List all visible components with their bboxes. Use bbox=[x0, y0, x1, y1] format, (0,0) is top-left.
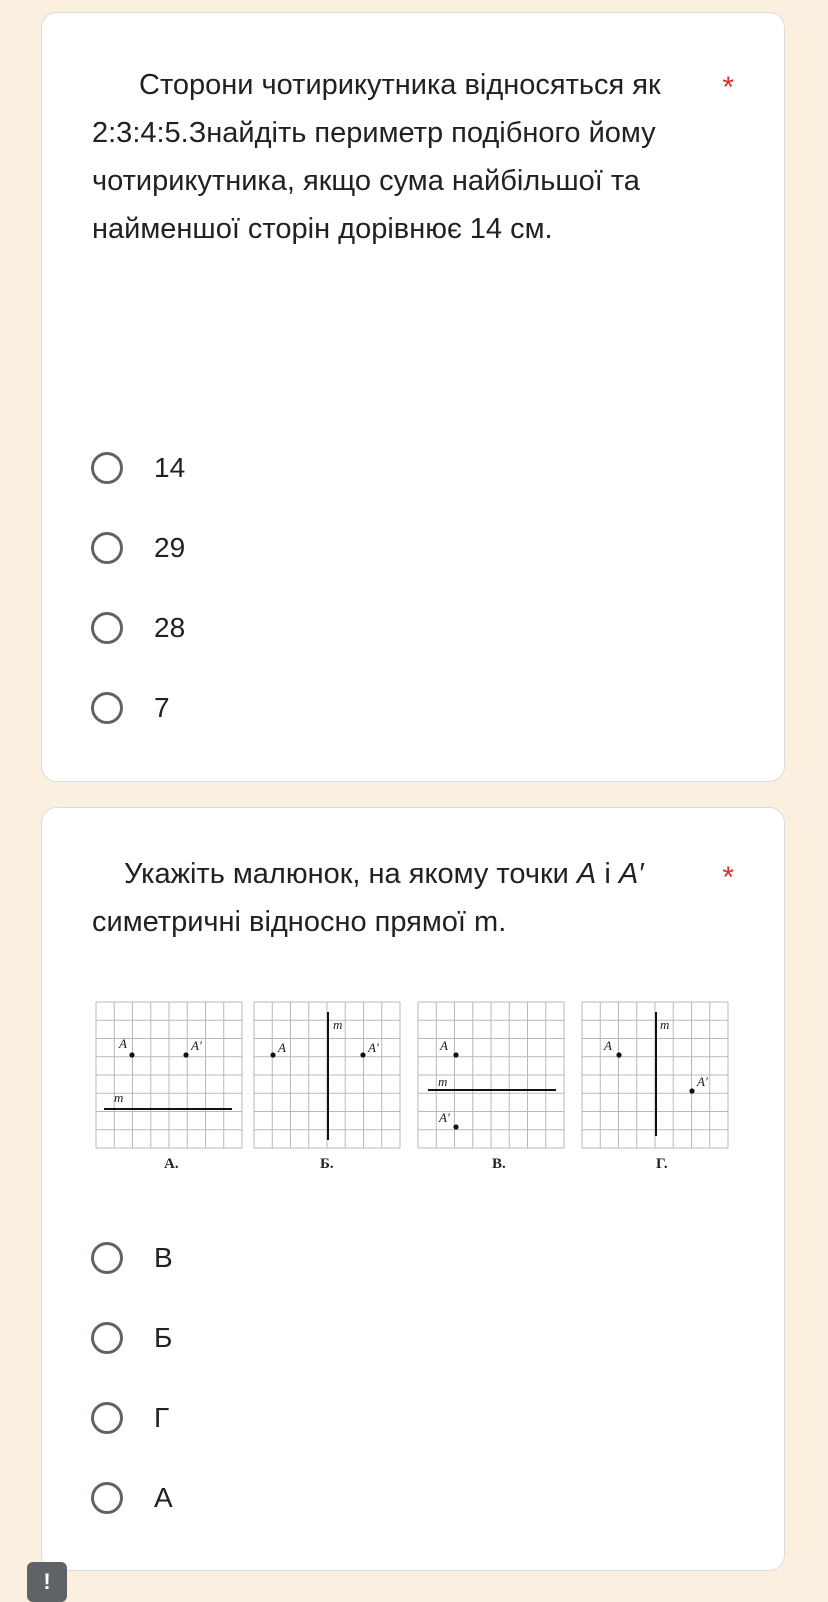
title-lead: Укажіть малюнок, на якому точки bbox=[124, 858, 577, 890]
alert-icon[interactable]: ! bbox=[27, 1562, 67, 1602]
option-g[interactable] bbox=[91, 1378, 173, 1458]
point-a-prime-label: A′ bbox=[191, 1038, 202, 1053]
point-a-label: A bbox=[119, 1036, 127, 1051]
point-a-prime bbox=[360, 1052, 365, 1057]
line-m-label: m bbox=[438, 1074, 448, 1089]
option-29[interactable] bbox=[91, 508, 185, 588]
radio-button[interactable] bbox=[91, 1402, 123, 1434]
title-point-a-prime: A′ bbox=[618, 858, 644, 890]
point-a bbox=[129, 1052, 134, 1057]
option-label: 28 bbox=[154, 612, 186, 643]
caption-c: В. bbox=[492, 1156, 506, 1172]
symmetry-figure-svg bbox=[94, 1000, 731, 1180]
symmetry-figure bbox=[94, 1000, 731, 1180]
question-card-2 bbox=[41, 807, 785, 1571]
point-a-prime-label: A′ bbox=[439, 1110, 450, 1125]
question-card-1 bbox=[41, 12, 785, 782]
option-14[interactable] bbox=[91, 428, 185, 508]
option-label: Б bbox=[154, 1322, 173, 1353]
line-m-label: m bbox=[660, 1017, 670, 1032]
point-a bbox=[453, 1052, 458, 1057]
radio-button[interactable] bbox=[91, 1482, 123, 1514]
title-point-a: A bbox=[576, 858, 597, 890]
point-a-label: A bbox=[440, 1038, 448, 1053]
point-a-prime bbox=[689, 1088, 694, 1093]
point-a-prime-label: A′ bbox=[368, 1040, 379, 1055]
point-a-label: A bbox=[604, 1038, 612, 1053]
option-label: В bbox=[154, 1242, 173, 1273]
question-1-options bbox=[91, 428, 185, 748]
point-a-prime bbox=[453, 1124, 458, 1129]
radio-button[interactable] bbox=[91, 452, 123, 484]
radio-button[interactable] bbox=[91, 1322, 123, 1354]
option-label: Г bbox=[154, 1402, 170, 1433]
caption-d: Г. bbox=[656, 1156, 668, 1172]
title-tail: симетричні відносно прямої m. bbox=[92, 906, 507, 938]
question-2-options bbox=[91, 1218, 173, 1538]
option-label: А bbox=[154, 1482, 173, 1513]
radio-button[interactable] bbox=[91, 612, 123, 644]
option-a[interactable] bbox=[91, 1458, 173, 1538]
panel-c bbox=[428, 1038, 556, 1172]
required-marker: * bbox=[722, 71, 734, 104]
point-a-prime bbox=[183, 1052, 188, 1057]
line-m-label: m bbox=[114, 1090, 124, 1105]
option-label: 29 bbox=[154, 532, 186, 563]
point-a-label: A bbox=[278, 1040, 286, 1055]
radio-button[interactable] bbox=[91, 692, 123, 724]
question-2-title bbox=[92, 850, 692, 946]
point-a bbox=[270, 1052, 275, 1057]
radio-button[interactable] bbox=[91, 532, 123, 564]
radio-button[interactable] bbox=[91, 1242, 123, 1274]
option-label: 7 bbox=[154, 692, 170, 723]
option-v[interactable] bbox=[91, 1218, 173, 1298]
option-b[interactable] bbox=[91, 1298, 173, 1378]
point-a bbox=[616, 1052, 621, 1057]
point-a-prime-label: A′ bbox=[697, 1074, 708, 1089]
option-7[interactable] bbox=[91, 668, 185, 748]
option-label: 14 bbox=[154, 452, 186, 483]
caption-b: Б. bbox=[320, 1156, 334, 1172]
question-1-title: Сторони чотирикутника відносяться як 2:3:4:5.Знайдіть периметр подібного йому чотирикутника, якщо сума найбільшої та найменшої сторін дорівнює 14 см. bbox=[92, 69, 661, 245]
caption-a: А. bbox=[164, 1156, 179, 1172]
title-mid: і bbox=[596, 858, 619, 890]
required-marker: * bbox=[722, 861, 734, 894]
line-m-label: m bbox=[333, 1017, 343, 1032]
option-28[interactable] bbox=[91, 588, 185, 668]
